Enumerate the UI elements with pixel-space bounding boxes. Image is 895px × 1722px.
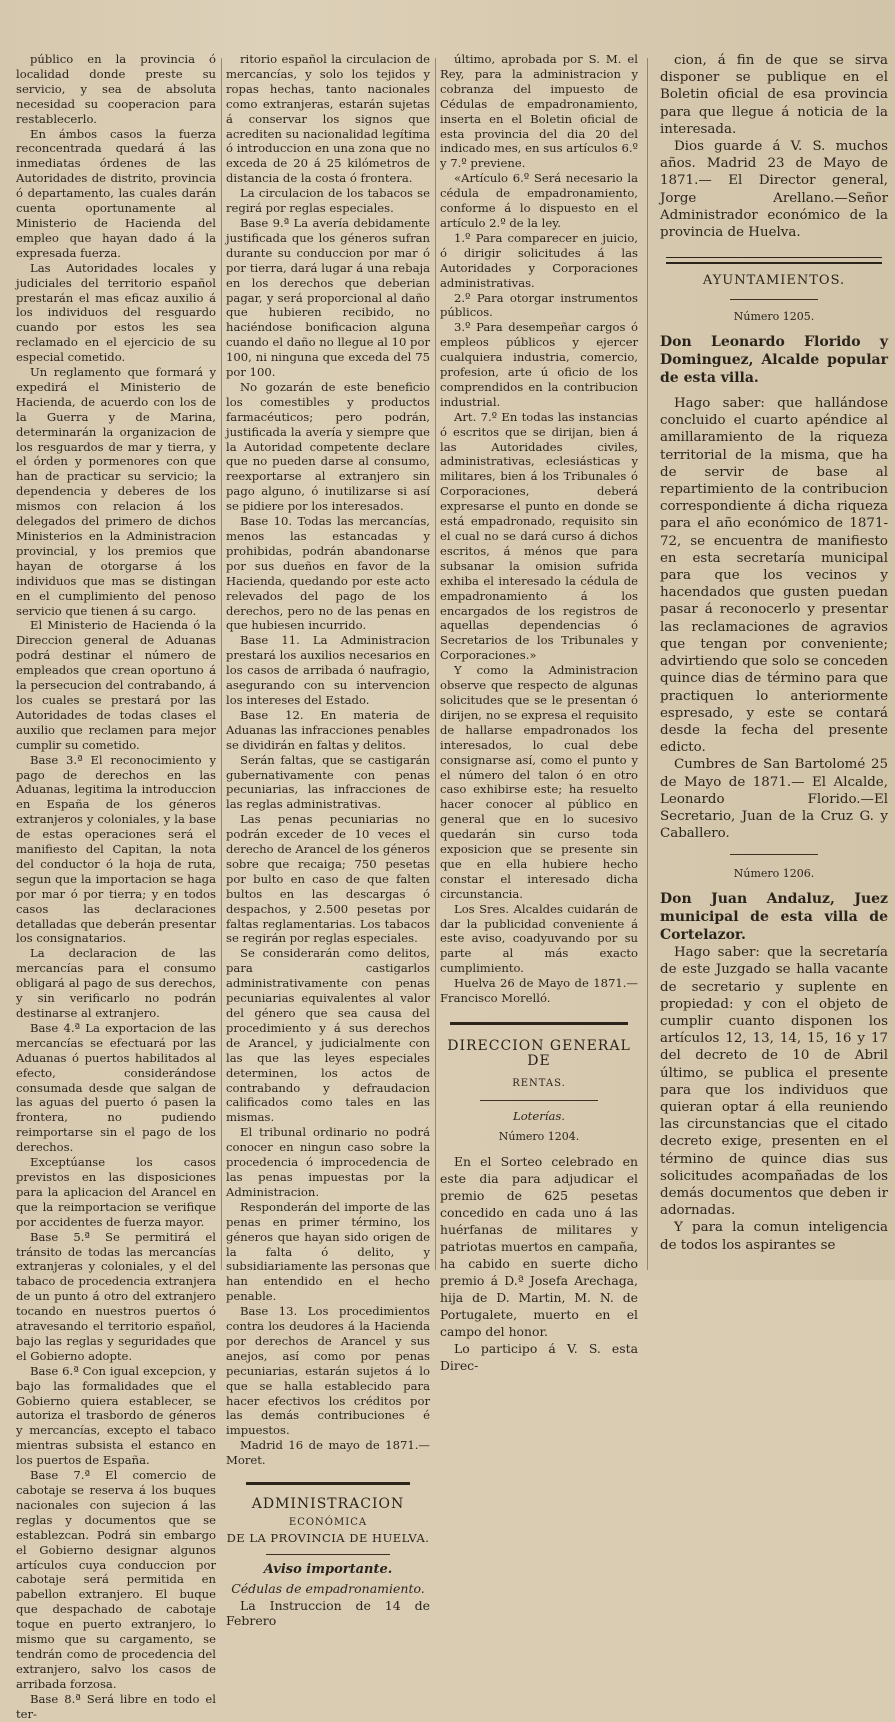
col1-paragraph: Base 6.ª Con igual excepcion, y bajo las formalidades que el Gobierno quiera establecer, se autoriza el trasbordo de géneros y mercancías, excepto el tabaco mientras subsista el estanco en los puertos de España. [16, 1363, 216, 1468]
direccion-subtitle: RENTAS. [512, 1077, 566, 1089]
section-divider-double [666, 257, 882, 264]
col2-paragraph: Se considerarán como delitos, para castigarlos administrativamente con penas pecuniarias equivalentes al valor del género que sea causa del procedimiento y á sus derechos de Arancel, y judicialmente con las que las leyes especiales determinen, los actos de contrabando y defraudacion calificados como tales en las mismas. [226, 946, 430, 1125]
col4-paragraph: Dios guarde á V. S. muchos años. Madrid 23 de Mayo de 1871.— El Director general, Jorge Arellano.—Señor Administrador económico de la provincia de Huelva. [660, 139, 888, 241]
numero-1205: Número 1205. [733, 310, 815, 324]
column-2 [226, 52, 431, 1628]
edict-text-1: Hago saber: que hallándose concluido el cuarto apéndice al amillaramiento de la riqueza territorial de la misma, que ha de servir de base al repartimiento de la contribucion correspondiente á dicha riqueza para el año económico de 1871-72, se encuentra de manifiesto en esta secretaría municipal para que los vecinos y hacendados que gusten puedan pasar á reconocerlo y presentar las reclamaciones de agravios que tengan por conveniente; advirtiendo que solo se conceden quince dias de término para que practiquen lo anteriormente espresado, y este se contará desde la fecha del presente edicto. [660, 396, 888, 756]
admin-subtitle-1: ECONÓMICA [288, 1517, 368, 1528]
column-rule [647, 58, 648, 1270]
section-divider-thin [480, 1100, 598, 1101]
col1-paragraph: En ámbos casos la fuerza reconcentrada quedará á las inmediatas órdenes de las Autoridades de distrito, provincia ó departamento, las cuales darán cuenta oportunamente al Ministerio de Hacienda del empleo que hayan dado á la expresada fuerza. [16, 126, 216, 260]
col1-paragraph: La declaracion de las mercancías para el consumo obligará al pago de sus derechos, y sin verificarlo no podrán destinarse al extranjero. [16, 946, 216, 1020]
col3-paragraph: 1.º Para comparecer en juicio, ó dirigir solicitudes á las Autoridades y Corporaciones administrativas. [440, 230, 638, 290]
numero-1204: Número 1204. [498, 1129, 580, 1143]
section-divider-thin [730, 854, 818, 855]
column-3 [440, 52, 638, 1373]
loterias-heading: Loterías. [513, 1108, 565, 1123]
col1-paragraph: público en la provincia ó localidad donde preste su servicio, y sea de absoluta necesidad su cooperacion para restablecerlo. [16, 52, 216, 126]
column-4-top [660, 52, 888, 241]
col2-paragraph: Base 9.ª La avería debidamente justificada que los géneros sufran durante su conduccion por mar ó por tierra, dará lugar á una rebaja en los derechos que deberian pagar, y será proporcional al daño que hubieren recibido, no haciéndose bonificacion alguna cuando el daño no llegue al 10 por 100, ni ninguna que exceda del 75 por 100. [226, 215, 430, 380]
col2-paragraph: Base 11. La Administracion prestará los auxilios necesarios en los casos de arribada ó naufragio, asegurando con su intervencion los intereses del Estado. [226, 633, 430, 707]
official-name-2: Don Juan Andaluz, Juez municipal de esta villa de Cortelazor. [660, 891, 888, 944]
column-3-body [440, 52, 638, 1006]
cedulas-heading: Cédulas de empadronamiento. [231, 1580, 425, 1596]
admin-lead: La Instruccion de 14 de Febrero [226, 1597, 430, 1628]
col2-paragraph: Serán faltas, que se castigarán gubernativamente con penas pecuniarias, las infracciones de las reglas administrativas. [226, 752, 430, 812]
col2-paragraph: Las penas pecuniarias no podrán exceder de 10 veces el derecho de Arancel de los géneros sobre que recaiga; 750 pesetas por bulto en caso de que falten bultos en las descargas ó despachos, y 2.500 pesetas por faltas reglamentarias. Los tabacos se regirán por reglas especiales. [226, 812, 430, 946]
col2-paragraph: La circulacion de los tabacos se regirá por reglas especiales. [226, 186, 430, 216]
admin-subtitle-2: DE LA PROVINCIA DE HUELVA. [226, 1530, 430, 1545]
loteria-continuation: Lo participo á V. S. esta Direc- [440, 1340, 638, 1373]
col1-paragraph: Base 3.ª El reconocimiento y pago de derechos en las Aduanas, legitima la introduccion en España de los géneros extranjeros y coloniales, y la base de estas operaciones será el manifiesto del Capitan, la nota del conductor ó la hoja de ruta, segun que la importacion se haga por mar ó por tierra; y en todos casos las declaraciones detalladas que deberán presentar los consignatarios. [16, 752, 216, 946]
section-divider-thin [730, 299, 818, 300]
col2-paragraph: Madrid 16 de mayo de 1871.—Moret. [226, 1438, 430, 1468]
col1-paragraph: Las Autoridades locales y judiciales del territorio español prestarán el mas eficaz auxilio á los individuos del resguardo cuando por estos les sea reclamado en el ejercicio de su especial cometido. [16, 260, 216, 365]
col3-paragraph: «Artículo 6.º Será necesario la cédula de empadronamiento, conforme á lo dispuesto en el artículo 2.º de la ley. [440, 171, 638, 230]
section-divider-thin [266, 1554, 390, 1555]
col2-paragraph: Base 13. Los procedimientos contra los deudores á la Hacienda por derechos de Arancel y sus anejos, así como por penas pecuniarias, estarán sujetos á lo que se halla establecido para hacer efectivos los créditos por las demás contribuciones é impuestos. [226, 1304, 430, 1438]
official-name-1: Don Leonardo Florido y Dominguez, Alcalde popular de esta villa. [660, 334, 888, 387]
col2-paragraph: Responderán del importe de las penas en primer término, los géneros que hayan sido origen de la falta ó delito, y subsidiariamente las personas que han entendido en el hecho penable. [226, 1199, 431, 1304]
col1-paragraph: Base 7.ª El comercio de cabotaje se reserva á los buques nacionales con sujecion á las reglas y documentos que se establezcan. Podrá sin embargo el Gobierno designar algunos artículos cuya conduccion por cabotaje será permitida en pabellon extranjero. El buque que despachado de cabotaje toque en puerto extranjero, lo mismo que su cargamento, se tendrán como de procedencia del extranjero, salvo los casos de arribada forzosa. [16, 1468, 216, 1691]
col1-paragraph: Base 8.ª Será libre en todo el ter- [16, 1691, 216, 1721]
col2-paragraph: ritorio español la circulacion de mercancías, y solo los tejidos y ropas hechas, tanto nacionales como extranjeras, estarán sujetas á conservar los signos que acrediten su nacionalidad legítima ó introduccion en una zona que no exceda de 20 á 25 kilómetros de distancia de la costa ó frontera. [226, 52, 430, 186]
edict-signature-1: Cumbres de San Bartolomé 25 de Mayo de 1871.— El Alcalde, Leonardo Florido.—El Secretario, Juan de la Cruz G. y Caballero. [660, 757, 888, 842]
col1-paragraph: Base 4.ª La exportacion de las mercancías se efectuará por las Aduanas ó puertos habilitados al efecto, considerándose consumada desde que salgan de las aguas del puerto ó pasen la frontera, no pudiendo reimportarse sin el pago de los derechos. [16, 1020, 216, 1155]
numero-1206: Número 1206. [733, 867, 815, 881]
col1-paragraph: El Ministerio de Hacienda ó la Direccion general de Aduanas podrá destinar el número de empleados que crean oportuno á la persecucion del contrabando, á los cuales se prestará por las Autoridades de todas clases el auxilio que reclamen para mejor cumplir su cometido. [16, 618, 216, 752]
col2-paragraph: El tribunal ordinario no podrá conocer en ningun caso sobre la procedencia ó improcedencia de las penas impuestas por la Administracion. [226, 1125, 430, 1199]
column-4 [660, 52, 888, 1272]
col1-paragraph: Un reglamento que formará y expedirá el Ministerio de Hacienda, de acuerdo con los de la Guerra y de Marina, determinarán la organizacion de los resguardos de mar y tierra, y el órden y pormenores con que han de practicar su servicio; la dependencia y deberes de los mismos con relacion á los delegados del primero de dichos Ministerios en la Administracion provincial, y los premios que hayan de otorgarse á los individuos que mas se distingan en el cumplimiento del penoso servicio que tienen á su cargo. [16, 365, 216, 618]
edict-text-2: Hago saber: que la secretaría de este Juzgado se halla vacante de secretario y suplente en propiedad: y con el objeto de cumplir cuanto disponen los artículos 12, 13, 14, 15, 16 y 17 del decreto de 10 de Abril último, se publica el presente para que los individuos que quieran optar á ella reuniendo las circunstancias que el citado decreto exige, presenten en el término de quince dias sus solicitudes acompañadas de los demás documentos que deben ir adornadas. [660, 945, 888, 1219]
ayuntamientos-title: AYUNTAMIENTOS. [702, 273, 846, 289]
col1-paragraph: Exceptúanse los casos previstos en las disposiciones para la aplicacion del Arancel en que la reimportacion se verifique por accidentes de fuerza mayor. [16, 1155, 216, 1229]
loteria-text: En el Sorteo celebrado en este dia para adjudicar el premio de 625 pesetas concedido en cada uno á las huérfanas de militares y patriotas muertos en campaña, ha cabido en suerte dicho premio á D.ª Josefa Arechaga, hija de D. Martin, M. N. de Portugalete, muerto en el campo del honor. [440, 1153, 638, 1339]
col3-paragraph: Y como la Administracion observe que respecto de algunas solicitudes que se le presentan ó dirijen, no se expresa el requisito de hallarse empadronados los interesados, lo cual debe consignarse así, como el punto y el número del talon ó en otro caso exhibirse este; ha resuelto hacer conocer al público en general que en lo sucesivo quedarán sin curso toda exposicion que se presente sin que en ella hubiere hecho constar el interesado dicha circunstancia. [440, 663, 638, 901]
column-2-body [226, 52, 430, 1468]
column-rule [435, 58, 436, 1270]
col3-paragraph: Huelva 26 de Mayo de 1871.— Francisco Morelló. [440, 976, 638, 1006]
col3-paragraph: 2.º Para otorgar instrumentos públicos. [440, 290, 638, 320]
col2-paragraph: Base 10. Todas las mercancías, menos las estancadas y prohibidas, podrán abandonarse por sus dueños en favor de la Hacienda, quedando por este acto relevados del pago de los derechos, pero no de las penas en que hubiesen incurrido. [226, 514, 430, 633]
col2-paragraph: Base 12. En materia de Aduanas las infracciones penables se dividirán en faltas y delitos. [226, 707, 430, 752]
col3-paragraph: 3.º Para desempeñar cargos ó empleos públicos y ejercer cualquiera industria, comercio, profesion, arte ú oficio de los comprendidos en la contribucion industrial. [440, 320, 638, 409]
col4-paragraph: cion, á fin de que se sirva disponer se publique en el Boletin oficial de esa provincia para que llegue á noticia de la interesada. [660, 53, 888, 137]
direccion-title: DIRECCION GENERAL DE [447, 1038, 631, 1069]
column-rule [221, 58, 222, 1270]
admin-title: ADMINISTRACION [251, 1496, 405, 1513]
col3-paragraph: Los Sres. Alcaldes cuidarán de dar la publicidad conveniente á este aviso, coadyuvando por su parte al más exacto cumplimiento. [440, 901, 638, 976]
aviso-heading: Aviso importante. [263, 1561, 393, 1577]
col3-paragraph: último, aprobada por S. M. el Rey, para la administracion y cobranza del impuesto de Cédulas de empadronamiento, inserta en el Boletin oficial de esta provincia del dia 20 del indicado mes, en sus artículos 6.º y 7.º previene. [440, 52, 638, 171]
edict-text-3: Y para la comun inteligencia de todos los aspirantes se [660, 1220, 888, 1253]
section-divider [450, 1022, 628, 1025]
section-divider [246, 1482, 410, 1485]
col1-paragraph: Base 5.ª Se permitirá el tránsito de todas las mercancías extranjeras y coloniales, y el del tabaco de procedencia extranjera de un punto á otro del extranjero tocando en nuestros puertos ó atravesando el territorio español, bajo las reglas y seguridades que el Gobierno adopte. [16, 1229, 216, 1363]
col2-paragraph: No gozarán de este beneficio los comestibles y productos farmacéuticos; pero podrán, justificada la avería y siempre que la Autoridad competente declare que no pueden darse al consumo, reexportarse al extranjero sin pago alguno, ó inutilizarse si así se pidiere por los interesados. [226, 379, 430, 514]
col3-paragraph: Art. 7.º En todas las instancias ó escritos que se dirijan, bien á las Autoridades civiles, administrativas, eclesiásticas y militares, bien á los Tribunales ó Corporaciones, deberá expresarse el punto en donde se está empadronado, requisito sin el cual no se dará curso á dichos escritos, á ménos que para subsanar la omision sufrida exhiba el interesado la cédula de empadronamiento á los encargados de los registros de aquellas dependencias ó Secretarios de los Tribunales y Corporaciones.» [440, 409, 638, 663]
column-1 [16, 52, 216, 1721]
